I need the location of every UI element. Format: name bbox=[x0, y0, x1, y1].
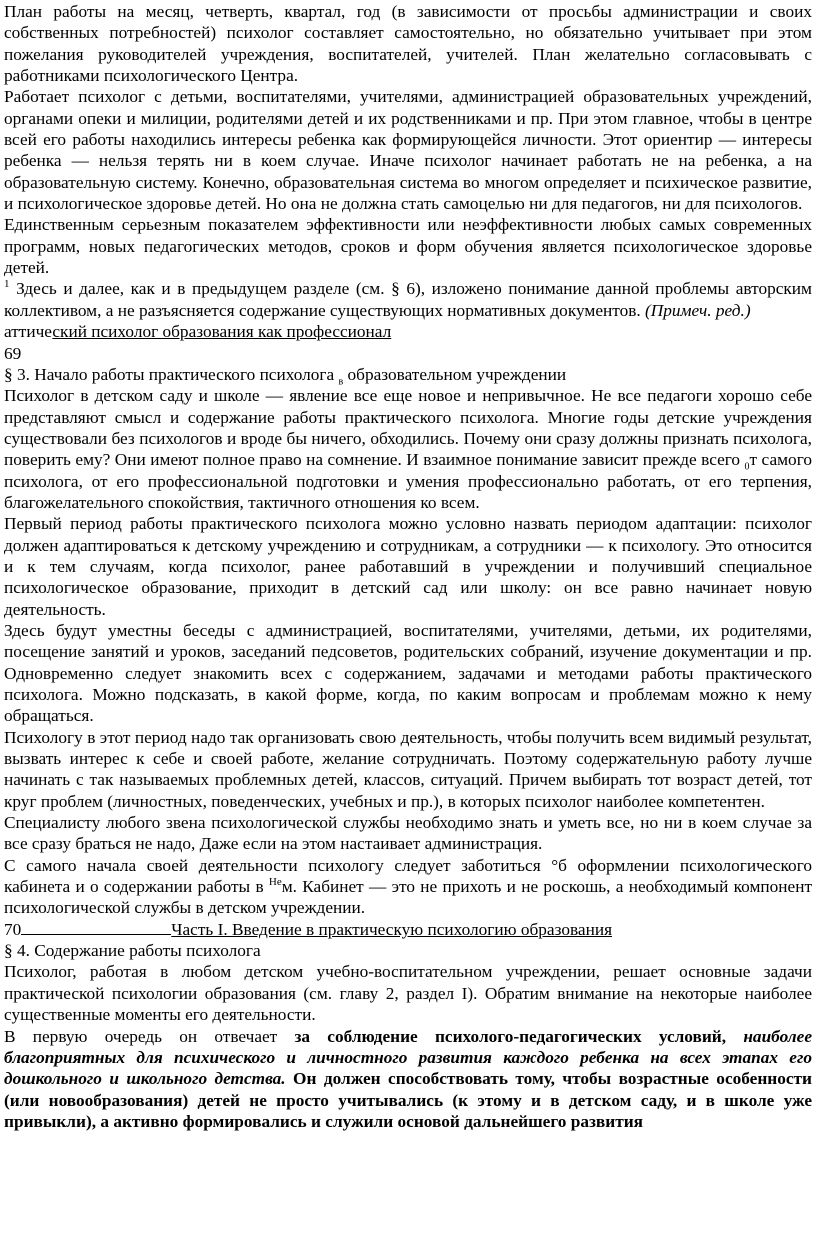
section-3-heading-a: § 3. Начало работы практического психолога bbox=[4, 364, 339, 384]
paragraph-tasks: Психолог, работая в любом детском учебно-воспитательном учреждении, решает основные задачи практической психологии образования (см. главу 2, раздел I). Обратим внимание на некоторые наиболее существенные моменты его деятельности. bbox=[4, 962, 812, 1025]
running-header bbox=[4, 321, 812, 342]
section-3-heading bbox=[4, 364, 812, 388]
paragraph-cabinet bbox=[4, 855, 812, 919]
paragraph-novelty-sub: 0 bbox=[744, 461, 750, 473]
paragraph-cabinet-sup: Не bbox=[268, 876, 282, 889]
footnote-marker: 1 bbox=[4, 278, 10, 291]
paragraph-first-b: Он должен способствовать тому, чтобы возрастные особенности (или новообразования) детей не просто учитывались (к этому и в детском саду, и в школе уже привыкли), а активно формировались и служили основой дальнейшего развития bbox=[4, 1069, 813, 1131]
paragraph-first bbox=[4, 1026, 812, 1133]
paragraph-first-a: В первую очередь он отвечает bbox=[4, 1026, 295, 1046]
footer-rule bbox=[21, 920, 171, 935]
paragraph-novelty-a: Психолог в детском саду и школе — явление все еще новое и непривычное. Не все педагоги хорошо себе представляют смысл и содержание работы практического психолога. Многие годы детские учреждения существовали без психологов и вроде бы ничего, обходились. Почему они сразу должны признать психолога, поверить ему? Они имеют полное право на сомнение. И взаимное понимание зависит прежде всего bbox=[4, 386, 812, 470]
paragraph-adaptation: Первый период работы практического психолога можно условно назвать периодом адаптации: психолог должен адаптироваться к детскому учреждению и сотрудникам, а сотрудники — к психологу. Это относится и к тем случаям, когда психолог, ранее работавший в учреждении и получивший специальное психологическое образование, приходит в детский сад или школу: он все равно начинает новую деятельность. bbox=[4, 514, 812, 619]
paragraph-conversations: Здесь будут уместны беседы с администрацией, воспитателями, учителями, детьми, их родителями, посещение занятий и уроков, заседаний педсоветов, родительских собраний, изучение документации и пр. Одновременно следует знакомить всех с содержанием, задачами и методами работы практического психолога. Можно подсказать, в какой форме, когда, по каким вопросам и проблемам можно к нему обращаться. bbox=[4, 620, 812, 726]
paragraph-first-bold: за соблюдение психолого-педагогических условий, bbox=[294, 1026, 727, 1046]
running-footer bbox=[4, 919, 812, 940]
paragraph-cabinet-b: м. Кабинет — это не прихоть и не роскошь, а необходимый компонент психологической службы в детском учреждении. bbox=[4, 877, 813, 918]
section-3-heading-b: образовательном учреждении bbox=[343, 364, 567, 384]
footnote-editor-note: (Примеч. ред.) bbox=[645, 300, 751, 320]
paragraph-criterion: Единственным серьезным показателем эффективности или неэффективности любых самых современных программ, новых педагогических методов, сроков и форм обучения является психологическое здоровье детей. bbox=[4, 215, 812, 278]
paragraph-specialist: Специалисту любого звена психологической службы необходимо знать и уметь все, но ни в коем случае за все сразу браться не надо, Даже если на этом настаивает администрация. bbox=[4, 813, 812, 854]
paragraph-novelty bbox=[4, 385, 812, 513]
footnote-text: Здесь и далее, как и в предыдущем разделе (см. § 6), изложено понимание данной проблемы авторским коллективом, а не разъясняется содержание существующих нормативных документов. bbox=[4, 279, 812, 320]
footnote bbox=[4, 278, 812, 321]
paragraph-plan: План работы на месяц, четверть, квартал, год (в зависимости от просьбы администрации и своих собственных потребностей) психолог составляет самостоятельно, но обязательно учитывает при этом пожелания руководителей учреждения, воспитателей, учителей. План желательно согласовывать с работниками психологического Центра. bbox=[4, 2, 812, 86]
paragraph-cabinet-a: С самого начала своей деятельности психологу следует заботиться °б оформлении психологического кабинета и о содержании работы в bbox=[4, 855, 812, 897]
paragraph-first-italic: наиболее благоприятных для психического и личностного развития каждого ребенка на всех этапах его дошкольного и школьного детства. bbox=[4, 1026, 812, 1089]
paragraph-work-with: Работает психолог с детьми, воспитателями, учителями, администрацией образовательных учреждений, органами опеки и милиции, родителями детей и их родственниками и пр. При этом главное, чтобы в центре всей его работы находились интересы ребенка как формирующейся личности. Этот ориентир — интересы ребенка — нельзя терять ни в коем случае. Иначе психолог начинает работать не на ребенка, а на образовательную систему. Конечно, образовательная система во многом определяет и психическое развитие, и психологическое здоровье детей. Но она не должна стать самоцелью ни для педагогов, ни для психологов. bbox=[4, 87, 812, 214]
running-header-rest: ский психолог образования как профессионал bbox=[52, 322, 392, 342]
section-3-heading-sub: в bbox=[338, 376, 344, 388]
page-number-70: 70 bbox=[4, 919, 22, 939]
running-header-start: аттиче bbox=[4, 322, 53, 342]
paragraph-novelty-b: т самого психолога, от его профессиональной подготовки и умения профессионально работать, от его терпения, благожелательного спокойствия, тактичного отношения ко всем. bbox=[4, 450, 812, 512]
section-4-heading: § 4. Содержание работы психолога bbox=[4, 941, 261, 961]
page-number-69: 69 bbox=[4, 343, 22, 363]
running-footer-title: Часть I. Введение в практическую психологию образования bbox=[171, 919, 613, 939]
paragraph-organize: Психологу в этот период надо так организовать свою деятельность, чтобы получить всем видимый результат, вызвать интерес к себе и своей работе, желание сотрудничать. Поэтому содержательную работу лучше начинать с так называемых проблемных детей, классов, ситуаций. Причем выбирать тот возраст детей, тот круг проблем (личностных, поведенческих, учебных и пр.), в которых психолог наиболее компетентен. bbox=[4, 727, 812, 811]
